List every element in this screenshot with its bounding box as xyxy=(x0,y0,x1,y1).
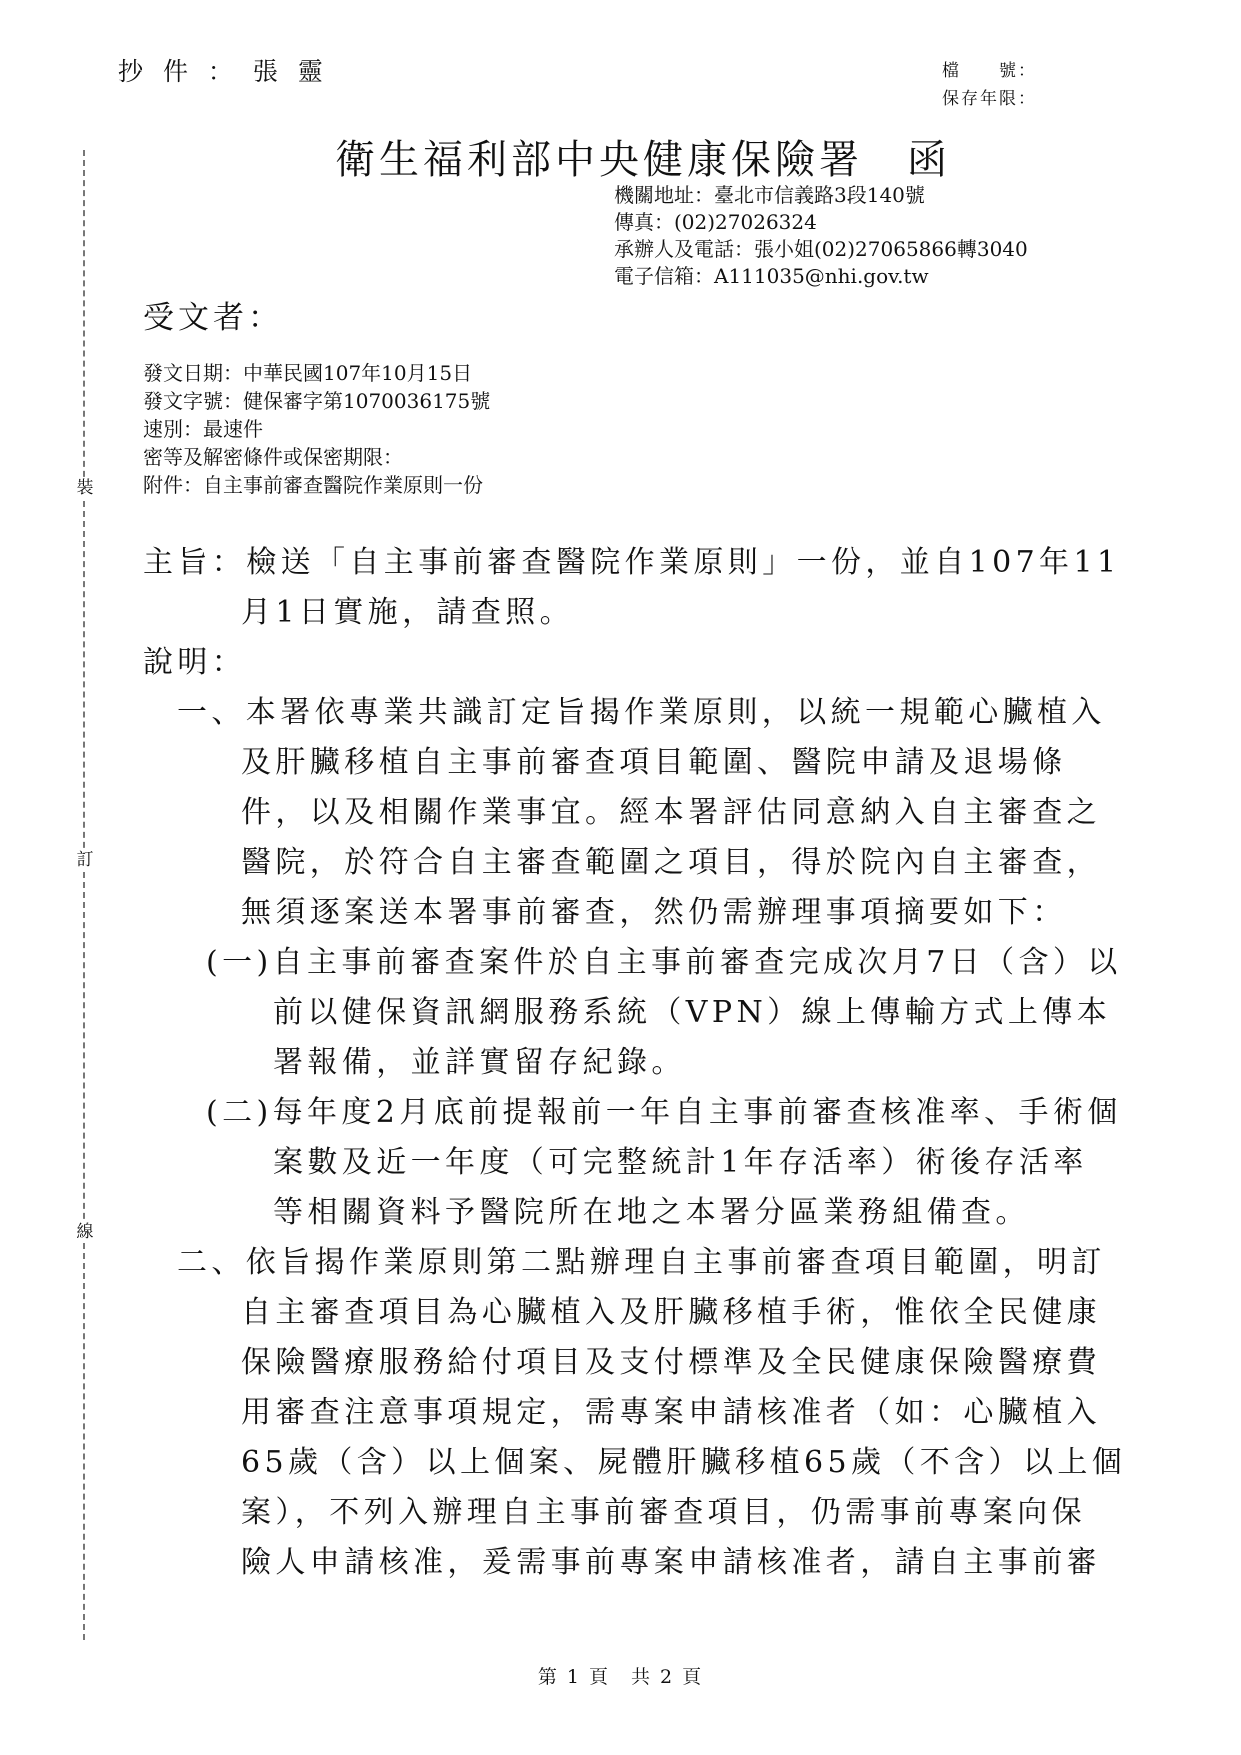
sub-item-1-line: (一)自主事前審查案件於自主事前審查完成次月7日（含）以 xyxy=(206,945,1122,980)
sub-item-1-line: 署報備，並詳實留存紀錄。 xyxy=(273,1045,686,1080)
binding-mark-zhuang: 裝 xyxy=(76,478,94,498)
attachment-line: 附件：自主事前審查醫院作業原則一份 xyxy=(143,473,483,497)
sub-item-2-line: 等相關資料予醫院所在地之本署分區業務組備查。 xyxy=(273,1195,1030,1230)
file-number-label: 檔 號： xyxy=(942,61,1037,81)
contact-handler: 承辦人及電話：張小姐(02)27065866轉3040 xyxy=(614,237,1028,261)
binding-mark-ding: 訂 xyxy=(76,850,94,870)
page-number: 第 1 頁 共 2 頁 xyxy=(537,1666,704,1688)
explain-label: 說明： xyxy=(143,645,247,680)
contact-fax: 傳真：(02)27026324 xyxy=(614,210,817,234)
speed-class: 速別：最速件 xyxy=(143,417,263,441)
item-1-line: 一、本署依專業共識訂定旨揭作業原則，以統一規範心臟植入 xyxy=(177,695,1106,730)
secrecy-level: 密等及解密條件或保密期限： xyxy=(143,445,403,469)
item-2-line: 險人申請核准，爰需事前專案申請核准者，請自主事前審 xyxy=(241,1545,1101,1580)
item-1-line: 件，以及相關作業事宜。經本署評估同意納入自主審查之 xyxy=(241,795,1101,830)
item-1-line: 無須逐案送本署事前審查，然仍需辦理事項摘要如下： xyxy=(241,895,1067,930)
cc-line: 抄 件 ： 張 靈 xyxy=(118,57,329,86)
recipient-label: 受文者： xyxy=(143,300,283,336)
item-2-line: 自主審查項目為心臟植入及肝臟移植手術，惟依全民健康 xyxy=(241,1295,1101,1330)
item-2-line: 65歲（含）以上個案、屍體肝臟移植65歲（不含）以上個 xyxy=(241,1445,1127,1480)
sub-item-1-line: 前以健保資訊網服務系統（VPN）線上傳輸方式上傳本 xyxy=(273,995,1112,1030)
item-2-line: 二、依旨揭作業原則第二點辦理自主事前審查項目範圍，明訂 xyxy=(177,1245,1106,1280)
issue-number: 發文字號：健保審字第1070036175號 xyxy=(143,389,491,413)
item-2-line: 用審查注意事項規定，需專案申請核准者（如：心臟植入 xyxy=(241,1395,1101,1430)
item-1-line: 及肝臟移植自主事前審查項目範圍、醫院申請及退場條 xyxy=(241,745,1067,780)
binding-dashed-line xyxy=(83,150,85,1640)
item-2-line: 保險醫療服務給付項目及支付標準及全民健康保險醫療費 xyxy=(241,1345,1101,1380)
contact-address: 機關地址：臺北市信義路3段140號 xyxy=(614,183,925,207)
subject-line: 主旨：檢送「自主事前審查醫院作業原則」一份，並自107年11 xyxy=(143,545,1121,580)
subject-line: 月1日實施，請查照。 xyxy=(241,595,575,630)
document-title: 衛生福利部中央健康保險署 函 xyxy=(335,137,951,183)
contact-email: 電子信箱：A111035@nhi.gov.tw xyxy=(614,264,929,288)
retention-label: 保存年限： xyxy=(942,89,1037,109)
sub-item-2-line: 案數及近一年度（可完整統計1年存活率）術後存活率 xyxy=(273,1145,1088,1180)
item-1-line: 醫院，於符合自主審查範圍之項目，得於院內自主審查， xyxy=(241,845,1101,880)
item-2-line: 案），不列入辦理自主事前審查項目，仍需事前專案向保 xyxy=(241,1495,1086,1530)
binding-mark-xian: 線 xyxy=(76,1222,94,1242)
sub-item-2-line: (二)每年度2月底前提報前一年自主事前審查核准率、手術個 xyxy=(206,1095,1122,1130)
issue-date: 發文日期：中華民國107年10月15日 xyxy=(143,361,473,385)
